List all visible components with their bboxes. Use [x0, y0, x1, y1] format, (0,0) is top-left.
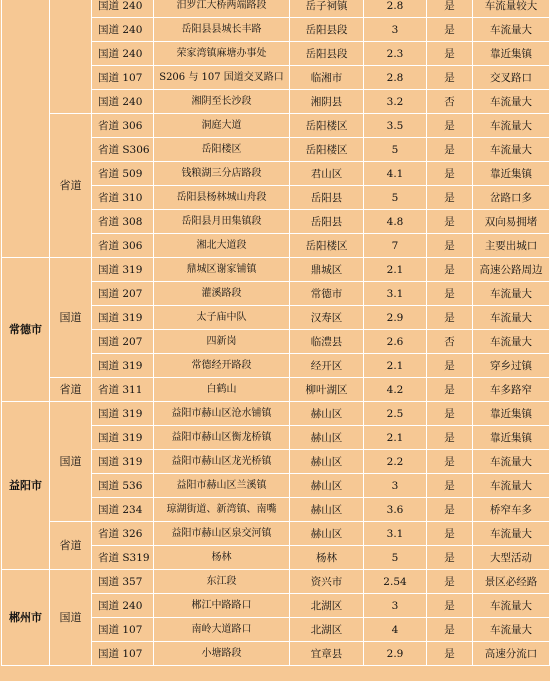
- road-cell: 国道 319: [92, 306, 154, 330]
- road-cell: 国道 319: [92, 354, 154, 378]
- district-cell: 经开区: [290, 354, 364, 378]
- road-cell: 省道 311: [92, 378, 154, 402]
- flag-cell: 是: [427, 498, 473, 522]
- location-cell: 常德经开路段: [154, 354, 290, 378]
- length-cell: 2.6: [364, 330, 427, 354]
- reason-cell: 景区必经路: [473, 570, 550, 594]
- flag-cell: 是: [427, 594, 473, 618]
- reason-cell: 双向易拥堵: [473, 210, 550, 234]
- flag-cell: 是: [427, 210, 473, 234]
- district-cell: 宜章县: [290, 642, 364, 666]
- city-cell: 益阳市: [2, 402, 50, 570]
- district-cell: 鼎城区: [290, 258, 364, 282]
- flag-cell: 是: [427, 474, 473, 498]
- district-cell: 赫山区: [290, 450, 364, 474]
- district-cell: 临澧县: [290, 330, 364, 354]
- location-cell: 益阳市赫山区衡龙桥镇: [154, 426, 290, 450]
- location-cell: 益阳市赫山区泉交河镇: [154, 522, 290, 546]
- road-cell: 国道 107: [92, 618, 154, 642]
- flag-cell: 是: [427, 402, 473, 426]
- district-cell: 临湘市: [290, 66, 364, 90]
- road-cell: 省道 509: [92, 162, 154, 186]
- reason-cell: 车流量大: [473, 18, 550, 42]
- district-cell: 岳阳县段: [290, 42, 364, 66]
- length-cell: 7: [364, 234, 427, 258]
- location-cell: 东江段: [154, 570, 290, 594]
- reason-cell: 车多路窄: [473, 378, 550, 402]
- location-cell: 岳阳县县城长丰路: [154, 18, 290, 42]
- flag-cell: 是: [427, 642, 473, 666]
- length-cell: 3.5: [364, 114, 427, 138]
- reason-cell: 车流量大: [473, 282, 550, 306]
- flag-cell: 是: [427, 0, 473, 18]
- flag-cell: 是: [427, 522, 473, 546]
- reason-cell: 车流量大: [473, 330, 550, 354]
- length-cell: 3.2: [364, 90, 427, 114]
- reason-cell: 桥窄车多: [473, 498, 550, 522]
- location-cell: 湘北大道段: [154, 234, 290, 258]
- location-cell: 益阳市赫山区沧水铺镇: [154, 402, 290, 426]
- reason-cell: 车流量较大: [473, 0, 550, 18]
- length-cell: 2.8: [364, 0, 427, 18]
- district-cell: 汉寿区: [290, 306, 364, 330]
- district-cell: 岳子祠镇: [290, 0, 364, 18]
- location-cell: 岳阳县月田集镇段: [154, 210, 290, 234]
- flag-cell: 是: [427, 450, 473, 474]
- district-cell: 岳阳县: [290, 210, 364, 234]
- table-row: [2, 570, 550, 594]
- reason-cell: 靠近集镇: [473, 42, 550, 66]
- district-cell: 赫山区: [290, 426, 364, 450]
- district-cell: 赫山区: [290, 522, 364, 546]
- location-cell: 灌溪路段: [154, 282, 290, 306]
- reason-cell: 高速公路周边: [473, 258, 550, 282]
- location-cell: 汨罗江大桥两端路段: [154, 0, 290, 18]
- road-cell: 国道 319: [92, 426, 154, 450]
- road-cell: 省道 310: [92, 186, 154, 210]
- reason-cell: 车流量大: [473, 618, 550, 642]
- district-cell: 赫山区: [290, 402, 364, 426]
- flag-cell: 是: [427, 426, 473, 450]
- flag-cell: 是: [427, 18, 473, 42]
- district-cell: 岳阳县段: [290, 18, 364, 42]
- reason-cell: 车流量大: [473, 450, 550, 474]
- table-row: [2, 522, 550, 546]
- table-row: [2, 402, 550, 426]
- table-row: [2, 114, 550, 138]
- road-type-cell: 国道: [50, 570, 92, 666]
- location-cell: S206 与 107 国道交叉路口: [154, 66, 290, 90]
- location-cell: 南岭大道路口: [154, 618, 290, 642]
- table-row: [2, 378, 550, 402]
- length-cell: 2.9: [364, 642, 427, 666]
- district-cell: 岳阳楼区: [290, 114, 364, 138]
- district-cell: 岳阳楼区: [290, 138, 364, 162]
- length-cell: 5: [364, 546, 427, 570]
- road-cell: 省道 308: [92, 210, 154, 234]
- road-cell: 国道 240: [92, 42, 154, 66]
- city-cell: 郴州市: [2, 570, 50, 666]
- location-cell: 岳阳楼区: [154, 138, 290, 162]
- length-cell: 2.1: [364, 354, 427, 378]
- road-cell: 国道 240: [92, 594, 154, 618]
- road-cell: 国道 240: [92, 18, 154, 42]
- location-cell: 琼湖街道、新湾镇、南嘴: [154, 498, 290, 522]
- location-cell: 洞庭大道: [154, 114, 290, 138]
- location-cell: 岳阳县杨林城山舟段: [154, 186, 290, 210]
- reason-cell: 靠近集镇: [473, 162, 550, 186]
- district-cell: 赫山区: [290, 498, 364, 522]
- reason-cell: 车流量大: [473, 114, 550, 138]
- road-cell: 国道 536: [92, 474, 154, 498]
- road-cell: 国道 319: [92, 402, 154, 426]
- length-cell: 2.1: [364, 426, 427, 450]
- flag-cell: 是: [427, 354, 473, 378]
- length-cell: 2.5: [364, 402, 427, 426]
- flag-cell: 否: [427, 90, 473, 114]
- district-cell: 湘阴县: [290, 90, 364, 114]
- length-cell: 4.1: [364, 162, 427, 186]
- road-type-cell: 省道: [50, 378, 92, 402]
- road-cell: 省道 S306: [92, 138, 154, 162]
- district-cell: 柳叶湖区: [290, 378, 364, 402]
- flag-cell: 是: [427, 570, 473, 594]
- location-cell: 湘阴至长沙段: [154, 90, 290, 114]
- length-cell: 3: [364, 594, 427, 618]
- length-cell: 2.9: [364, 306, 427, 330]
- flag-cell: 否: [427, 330, 473, 354]
- road-type-cell: [50, 0, 92, 114]
- length-cell: 3.1: [364, 522, 427, 546]
- length-cell: 3.1: [364, 282, 427, 306]
- district-cell: 北湖区: [290, 618, 364, 642]
- flag-cell: 是: [427, 546, 473, 570]
- reason-cell: 岔路口多: [473, 186, 550, 210]
- length-cell: 4: [364, 618, 427, 642]
- reason-cell: 大型活动: [473, 546, 550, 570]
- length-cell: 4.2: [364, 378, 427, 402]
- length-cell: 3.6: [364, 498, 427, 522]
- location-cell: 郴江中路路口: [154, 594, 290, 618]
- reason-cell: 车流量大: [473, 474, 550, 498]
- road-type-cell: 国道: [50, 258, 92, 378]
- reason-cell: 交叉路口: [473, 66, 550, 90]
- flag-cell: 是: [427, 186, 473, 210]
- road-cell: 国道 240: [92, 90, 154, 114]
- road-type-cell: 国道: [50, 402, 92, 522]
- flag-cell: 是: [427, 618, 473, 642]
- road-type-cell: 省道: [50, 114, 92, 258]
- reason-cell: 车流量大: [473, 138, 550, 162]
- road-cell: 国道 357: [92, 570, 154, 594]
- location-cell: 益阳市赫山区兰溪镇: [154, 474, 290, 498]
- reason-cell: 高速分流口: [473, 642, 550, 666]
- flag-cell: 是: [427, 162, 473, 186]
- reason-cell: 靠近集镇: [473, 402, 550, 426]
- road-cell: 省道 326: [92, 522, 154, 546]
- road-cell: 国道 107: [92, 642, 154, 666]
- district-cell: 北湖区: [290, 594, 364, 618]
- reason-cell: 车流量大: [473, 522, 550, 546]
- location-cell: 荣家湾镇麻塘办事处: [154, 42, 290, 66]
- length-cell: 2.54: [364, 570, 427, 594]
- reason-cell: 车流量大: [473, 306, 550, 330]
- flag-cell: 是: [427, 282, 473, 306]
- table-row: [2, 0, 550, 18]
- district-cell: 君山区: [290, 162, 364, 186]
- flag-cell: 是: [427, 234, 473, 258]
- location-cell: 四新岗: [154, 330, 290, 354]
- road-cell: 国道 207: [92, 330, 154, 354]
- city-cell: [2, 0, 50, 258]
- reason-cell: 车流量大: [473, 90, 550, 114]
- location-cell: 鼎城区谢家铺镇: [154, 258, 290, 282]
- location-cell: 小塘路段: [154, 642, 290, 666]
- district-cell: 常德市: [290, 282, 364, 306]
- length-cell: 2.2: [364, 450, 427, 474]
- district-cell: 资兴市: [290, 570, 364, 594]
- road-cell: 省道 306: [92, 234, 154, 258]
- length-cell: 3: [364, 18, 427, 42]
- reason-cell: 靠近集镇: [473, 426, 550, 450]
- length-cell: 2.3: [364, 42, 427, 66]
- location-cell: 太子庙中队: [154, 306, 290, 330]
- road-section-table: [1, 0, 550, 666]
- flag-cell: 是: [427, 306, 473, 330]
- flag-cell: 是: [427, 114, 473, 138]
- district-cell: 岳阳县: [290, 186, 364, 210]
- length-cell: 4.8: [364, 210, 427, 234]
- reason-cell: 车流量大: [473, 594, 550, 618]
- length-cell: 5: [364, 138, 427, 162]
- road-cell: 国道 107: [92, 66, 154, 90]
- location-cell: 杨林: [154, 546, 290, 570]
- road-cell: 国道 234: [92, 498, 154, 522]
- reason-cell: 穿乡过镇: [473, 354, 550, 378]
- road-type-cell: 省道: [50, 522, 92, 570]
- flag-cell: 是: [427, 378, 473, 402]
- road-cell: 国道 240: [92, 0, 154, 18]
- flag-cell: 是: [427, 258, 473, 282]
- district-cell: 杨林: [290, 546, 364, 570]
- flag-cell: 是: [427, 42, 473, 66]
- road-cell: 省道 S319: [92, 546, 154, 570]
- table-row: [2, 258, 550, 282]
- road-cell: 省道 306: [92, 114, 154, 138]
- location-cell: 益阳市赫山区龙光桥镇: [154, 450, 290, 474]
- length-cell: 2.8: [364, 66, 427, 90]
- road-cell: 国道 319: [92, 258, 154, 282]
- flag-cell: 是: [427, 138, 473, 162]
- location-cell: 白鹤山: [154, 378, 290, 402]
- flag-cell: 是: [427, 66, 473, 90]
- location-cell: 钱粮湖三分店路段: [154, 162, 290, 186]
- length-cell: 3: [364, 474, 427, 498]
- road-cell: 国道 319: [92, 450, 154, 474]
- district-cell: 岳阳楼区: [290, 234, 364, 258]
- district-cell: 赫山区: [290, 474, 364, 498]
- length-cell: 2.1: [364, 258, 427, 282]
- reason-cell: 主要出城口: [473, 234, 550, 258]
- length-cell: 5: [364, 186, 427, 210]
- city-cell: 常德市: [2, 258, 50, 402]
- road-cell: 国道 207: [92, 282, 154, 306]
